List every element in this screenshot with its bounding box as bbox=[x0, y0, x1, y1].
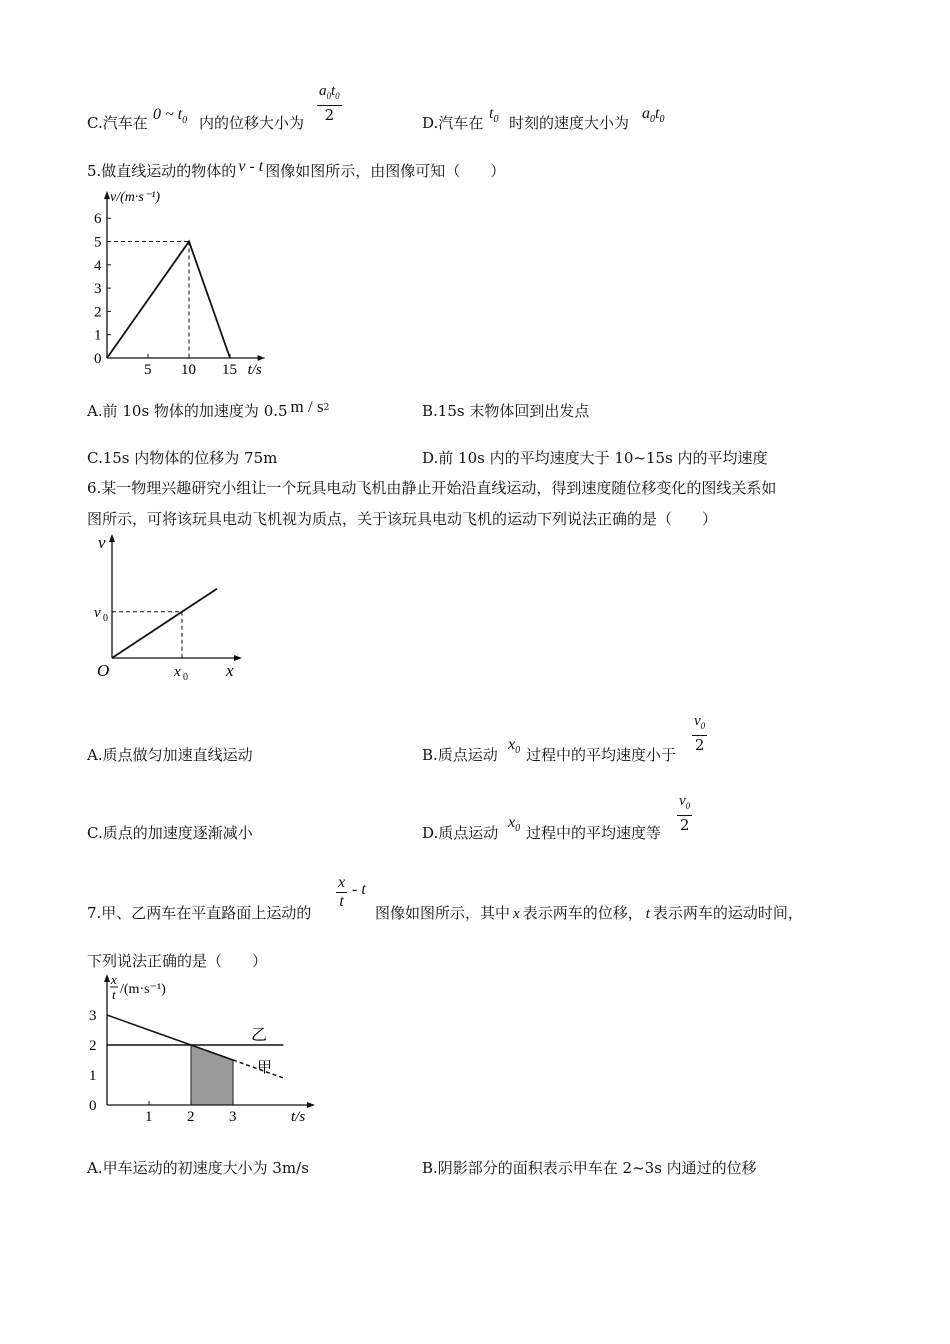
x-axis-label: x bbox=[226, 661, 234, 680]
q6-stem-line1: 6.某一物理兴趣研究小组让一个玩具电动飞机由静止开始沿直线运动，得到速度随位移变化的图线关系如 bbox=[87, 479, 777, 497]
x-axis-arrow bbox=[234, 655, 242, 661]
q4-option-d-value: $a_0t_0$ bbox=[642, 105, 665, 126]
y-axis-label: v bbox=[98, 533, 106, 552]
series-jia-label: 甲 bbox=[257, 1060, 273, 1076]
q6-option-b[interactable]: B.质点运动 $x_0$ 过程中的平均速度小于 $\frac{v_0}{2}$ bbox=[422, 713, 706, 764]
q6-option-a[interactable]: A.质点做匀加速直线运动 bbox=[87, 746, 253, 764]
y-axis-label: v/(m·s⁻¹) bbox=[110, 190, 161, 205]
shaded-area bbox=[191, 1045, 233, 1105]
y-tick-label: 0 bbox=[94, 351, 102, 367]
q7-xt-chart bbox=[85, 972, 325, 1134]
q4-option-d-time: $t_0$ bbox=[489, 105, 499, 126]
q6-option-c[interactable]: C.质点的加速度逐渐减小 bbox=[87, 824, 253, 842]
q5-stem: 5.做直线运动的物体的 v - t 图像如图所示，由图像可知（ ） bbox=[87, 158, 506, 180]
q5-option-d[interactable]: D.前 10s 内的平均速度大于 10~15s 内的平均速度 bbox=[422, 449, 768, 467]
x-tick-label: 10 bbox=[181, 362, 196, 378]
series-yi-label: 乙 bbox=[251, 1027, 268, 1044]
x-tick-label: 2 bbox=[187, 1109, 195, 1125]
series-jia-line bbox=[107, 1015, 233, 1060]
x-tick-label: 1 bbox=[145, 1109, 153, 1125]
origin-label: O bbox=[97, 661, 110, 680]
q4-option-c-middle: 内的位移大小为 bbox=[199, 114, 305, 132]
x-axis-arrow bbox=[258, 355, 265, 361]
y-tick-label: 1 bbox=[89, 1068, 97, 1084]
y-tick-label: 3 bbox=[94, 281, 102, 298]
x0-label: x bbox=[174, 664, 181, 680]
x-tick-label: 3 bbox=[229, 1109, 237, 1125]
q5-option-c[interactable]: C.15s 内物体的位移为 75m bbox=[87, 449, 278, 467]
y-axis-label-unit: /(m·s⁻¹) bbox=[120, 982, 166, 997]
q4-option-c-prefix: C.汽车在 bbox=[87, 114, 148, 132]
y-tick-label: 5 bbox=[94, 234, 102, 251]
x-axis-arrow bbox=[307, 1102, 315, 1108]
y-axis-label-denominator: t bbox=[112, 987, 116, 1002]
q6-vx-chart bbox=[90, 530, 250, 685]
q5-option-b[interactable]: B.15s 末物体回到出发点 bbox=[422, 402, 590, 420]
velocity-line bbox=[112, 589, 217, 658]
q6-option-d[interactable]: D.质点运动 $x_0$ 过程中的平均速度等 $\frac{v_0}{2}$ bbox=[422, 793, 691, 842]
x0-subscript: 0 bbox=[183, 672, 188, 683]
q4-option-c-fraction: $\frac{a_0t_0}{2}$ bbox=[319, 83, 340, 124]
x-tick-label: 15 bbox=[222, 362, 237, 378]
y-tick-label: 2 bbox=[89, 1038, 97, 1054]
q4-option-c-range: 0 ~ $t_0$ bbox=[153, 106, 188, 127]
q4-option-d-middle: 时刻的速度大小为 bbox=[509, 114, 630, 132]
q7-option-b[interactable]: B.阴影部分的面积表示甲车在 2~3s 内通过的位移 bbox=[422, 1159, 757, 1177]
q4-option-d-prefix: D.汽车在 bbox=[422, 114, 484, 132]
x-axis-label: t/s bbox=[247, 362, 262, 378]
y-tick-label: 0 bbox=[89, 1098, 97, 1114]
y-tick-label: 3 bbox=[89, 1008, 97, 1024]
q5-vt-chart bbox=[85, 185, 285, 380]
q7-stem-line1: 7.甲、乙两车在平直路面上运动的 $\frac{x}{t}$ - t 图像如图所示，其中 x 表示两车的位移， t 表示两车的运动时间， bbox=[87, 874, 803, 922]
q7-option-a[interactable]: A.甲车运动的初速度大小为 3m/s bbox=[87, 1159, 309, 1177]
q6-stem-line2: 图所示，可将该玩具电动飞机视为质点，关于该玩具电动飞机的运动下列说法正确的是（ ） bbox=[87, 510, 718, 528]
y-tick-label: 1 bbox=[94, 327, 102, 344]
y-tick-label: 4 bbox=[94, 257, 102, 274]
x-axis-label: t/s bbox=[291, 1109, 306, 1125]
v0-subscript: 0 bbox=[103, 612, 108, 624]
q7-stem-line2: 下列说法正确的是（ ） bbox=[87, 952, 268, 970]
y-axis-arrow bbox=[104, 974, 110, 982]
y-axis-label-numerator: x bbox=[111, 972, 117, 987]
q5-option-a[interactable]: A.前 10s 物体的加速度为 0.5 m / $s^2$ bbox=[87, 397, 330, 420]
y-tick-label: 2 bbox=[94, 304, 102, 321]
x-tick-label: 5 bbox=[144, 362, 152, 378]
velocity-line bbox=[107, 242, 230, 359]
y-axis-arrow bbox=[109, 534, 115, 542]
y-tick-label: 6 bbox=[94, 211, 102, 228]
v0-label: v bbox=[94, 604, 101, 621]
